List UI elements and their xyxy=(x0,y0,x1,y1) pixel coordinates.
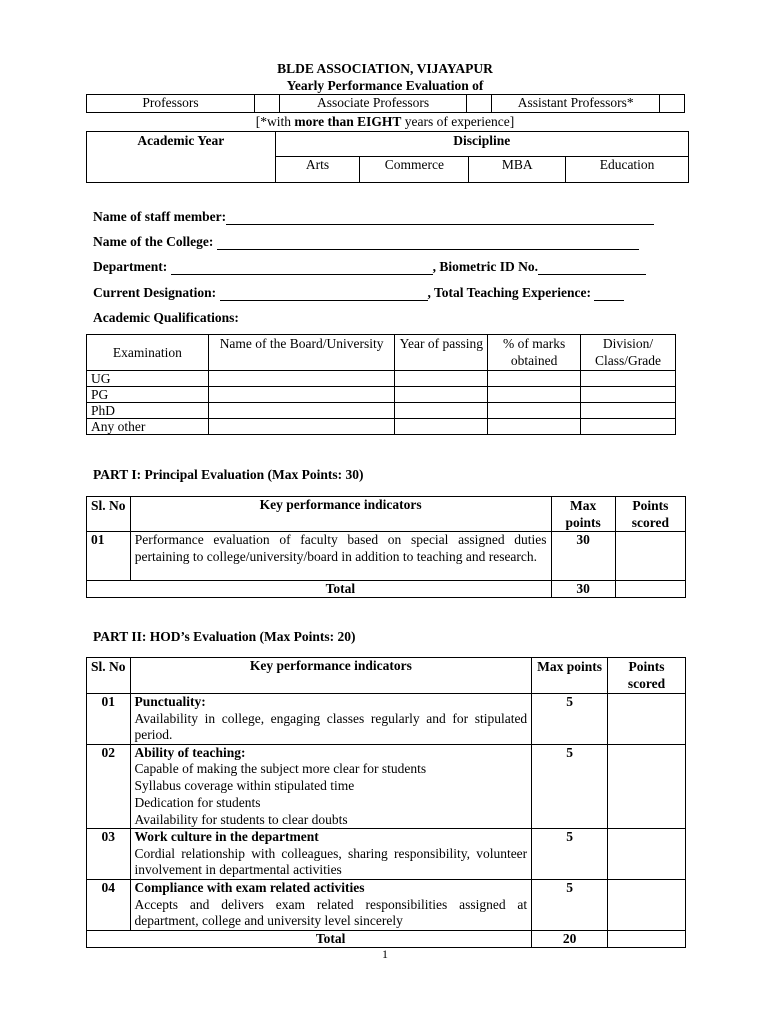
part2-item-sl: 03 xyxy=(87,829,131,880)
part1-header-sl: Sl. No xyxy=(87,497,131,532)
qual-cell[interactable] xyxy=(581,403,676,419)
discipline-table xyxy=(86,131,689,183)
part1-header-kpi: Key performance indicators xyxy=(130,497,551,532)
qual-cell[interactable] xyxy=(208,371,395,387)
academic-year-label: Academic Year xyxy=(87,132,276,183)
discipline-label: Discipline xyxy=(275,132,688,157)
role-professors: Professors xyxy=(87,95,255,113)
qual-header-exam: Examination xyxy=(87,335,209,371)
part2-item-sl: 01 xyxy=(87,694,131,745)
part2-header-scored: Points scored xyxy=(608,658,686,694)
part1-item-max: 30 xyxy=(551,532,615,581)
qual-cell[interactable] xyxy=(488,387,581,403)
part2-item-sl: 04 xyxy=(87,880,131,931)
qual-cell[interactable] xyxy=(208,387,395,403)
designation-row: Current Designation: , Total Teaching Experience: xyxy=(93,285,624,301)
qual-cell[interactable] xyxy=(488,371,581,387)
part2-item-scored[interactable] xyxy=(608,744,686,829)
discipline-mba[interactable]: MBA xyxy=(469,157,566,183)
part2-item-kpi: Punctuality: Availability in college, engaging classes regularly and for stipulated period. xyxy=(130,694,532,745)
role-associate: Associate Professors xyxy=(279,95,467,113)
experience-input[interactable] xyxy=(594,286,624,301)
discipline-arts[interactable]: Arts xyxy=(275,157,360,183)
designation-input[interactable] xyxy=(220,286,428,301)
part1-item-scored[interactable] xyxy=(615,532,685,581)
qual-cell[interactable] xyxy=(488,403,581,419)
biometric-input[interactable] xyxy=(538,260,646,275)
part1-total-scored[interactable] xyxy=(615,581,685,598)
qual-cell[interactable] xyxy=(581,419,676,435)
staff-name-input[interactable] xyxy=(226,210,654,225)
qual-cell[interactable] xyxy=(581,387,676,403)
department-input[interactable] xyxy=(171,260,433,275)
part1-heading: PART I: Principal Evaluation (Max Points: 30) xyxy=(93,467,364,482)
qual-cell[interactable] xyxy=(208,403,395,419)
part2-header-kpi: Key performance indicators xyxy=(130,658,532,694)
role-options-table xyxy=(86,94,685,113)
qual-header-board: Name of the Board/University xyxy=(208,335,395,371)
part2-total-value: 20 xyxy=(532,930,608,947)
part2-item-max: 5 xyxy=(532,880,608,931)
qual-cell[interactable] xyxy=(208,419,395,435)
part1-total-label: Total xyxy=(130,581,551,598)
qual-row-ug: UG xyxy=(87,371,209,387)
role-assistant: Assistant Professors* xyxy=(492,95,660,113)
part2-total-label: Total xyxy=(130,930,532,947)
college-name-row: Name of the College: xyxy=(93,234,639,250)
qualifications-label: Academic Qualifications: xyxy=(93,310,239,325)
form-title: Yearly Performance Evaluation of xyxy=(286,78,484,93)
qual-cell[interactable] xyxy=(395,419,488,435)
part2-item-scored[interactable] xyxy=(608,880,686,931)
part2-item-max: 5 xyxy=(532,829,608,880)
qual-cell[interactable] xyxy=(395,371,488,387)
role-professors-checkbox[interactable] xyxy=(254,95,279,113)
qualification-table xyxy=(86,334,676,435)
college-name-input[interactable] xyxy=(217,235,639,250)
part2-item-max: 5 xyxy=(532,694,608,745)
part2-item-max: 5 xyxy=(532,744,608,829)
page-number: 1 xyxy=(382,947,388,961)
qual-cell[interactable] xyxy=(395,403,488,419)
qual-cell[interactable] xyxy=(395,387,488,403)
part2-table xyxy=(86,657,686,948)
part2-item-kpi: Compliance with exam related activities Accepts and delivers exam related responsibilities assigned at department, college and university level sincerely xyxy=(130,880,532,931)
part2-item-kpi: Ability of teaching: Capable of making the subject more clear for students Syllabus coverage within stipulated time Dedication for students Availability for students to clear doubts xyxy=(130,744,532,829)
qual-header-marks: % of marks obtained xyxy=(488,335,581,371)
part2-item-kpi: Work culture in the department Cordial relationship with colleagues, sharing responsibility, volunteer involvement in departmental activities xyxy=(130,829,532,880)
qual-row-other: Any other xyxy=(87,419,209,435)
role-assistant-checkbox[interactable] xyxy=(660,95,685,113)
org-name: BLDE ASSOCIATION, VIJAYAPUR xyxy=(277,61,493,76)
qual-row-pg: PG xyxy=(87,387,209,403)
discipline-education[interactable]: Education xyxy=(566,157,689,183)
qual-header-division: Division/ Class/Grade xyxy=(581,335,676,371)
part2-header-sl: Sl. No xyxy=(87,658,131,694)
part2-header-max: Max points xyxy=(532,658,608,694)
part1-table xyxy=(86,496,686,598)
part2-item-scored[interactable] xyxy=(608,694,686,745)
qual-cell[interactable] xyxy=(488,419,581,435)
part1-header-max: Max points xyxy=(551,497,615,532)
role-associate-checkbox[interactable] xyxy=(467,95,492,113)
discipline-commerce[interactable]: Commerce xyxy=(360,157,469,183)
qual-cell[interactable] xyxy=(581,371,676,387)
part2-item-sl: 02 xyxy=(87,744,131,829)
part2-heading: PART II: HOD’s Evaluation (Max Points: 20) xyxy=(93,629,356,644)
part1-item-text: Performance evaluation of faculty based on special assigned duties pertaining to college/university/board in addition to teaching and research. xyxy=(130,532,551,581)
department-row: Department: , Biometric ID No. xyxy=(93,259,646,275)
part1-header-scored: Points scored xyxy=(615,497,685,532)
experience-note: [*with more than EIGHT years of experience] xyxy=(255,114,515,129)
part2-item-scored[interactable] xyxy=(608,829,686,880)
qual-header-year: Year of passing xyxy=(395,335,488,371)
qual-row-phd: PhD xyxy=(87,403,209,419)
part1-total-value: 30 xyxy=(551,581,615,598)
part2-total-scored[interactable] xyxy=(608,930,686,947)
part1-item-sl: 01 xyxy=(87,532,131,581)
staff-name-row: Name of staff member: xyxy=(93,209,654,225)
